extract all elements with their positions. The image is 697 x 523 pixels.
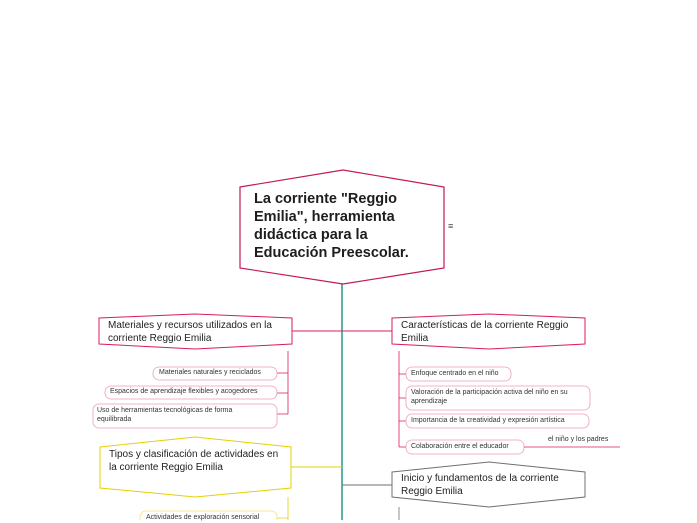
caracteristicas-item-3-label: Importancia de la creatividad y expresión artística: [411, 417, 565, 424]
caracteristicas-item-4-label: Colaboración entre el educador: [411, 443, 509, 450]
caracteristicas-item-2-label: Valoración de la participación activa del niño en su aprendizaje: [411, 389, 568, 405]
tipos-sub-connector: [277, 497, 288, 520]
root-node-title: La corriente "Reggio Emilia", herramienta didáctica para la Educación Preescolar.: [254, 191, 409, 262]
materiales-item-1-label: Materiales naturales y reciclados: [159, 369, 261, 376]
inicio-node-label: Inicio y fundamentos de la corriente Reggio Emilia: [401, 473, 559, 497]
caracteristicas-node-label: Características de la corriente Reggio Emilia: [401, 320, 569, 344]
tipos-node-label: Tipos y clasificación de actividades en la corriente Reggio Emilia: [109, 449, 279, 473]
note-icon[interactable]: ≡: [448, 221, 454, 231]
materiales-item-2-label: Espacios de aprendizaje flexibles y acogedores: [110, 388, 258, 395]
materiales-node-label: Materiales y recursos utilizados en la corriente Reggio Emilia: [108, 320, 272, 344]
tipos-item-1-label: Actividades de exploración sensorial: [146, 514, 260, 521]
caracteristicas-item-1-label: Enfoque centrado en el niño: [411, 370, 499, 377]
caracteristicas-floating-text: el niño y los padres: [548, 436, 609, 443]
materiales-item-3-label: Uso de herramientas tecnológicas de forma equilibrada: [97, 407, 233, 423]
materiales-sub-connector: [277, 351, 288, 414]
caracteristicas-sub-connector: [399, 351, 406, 447]
